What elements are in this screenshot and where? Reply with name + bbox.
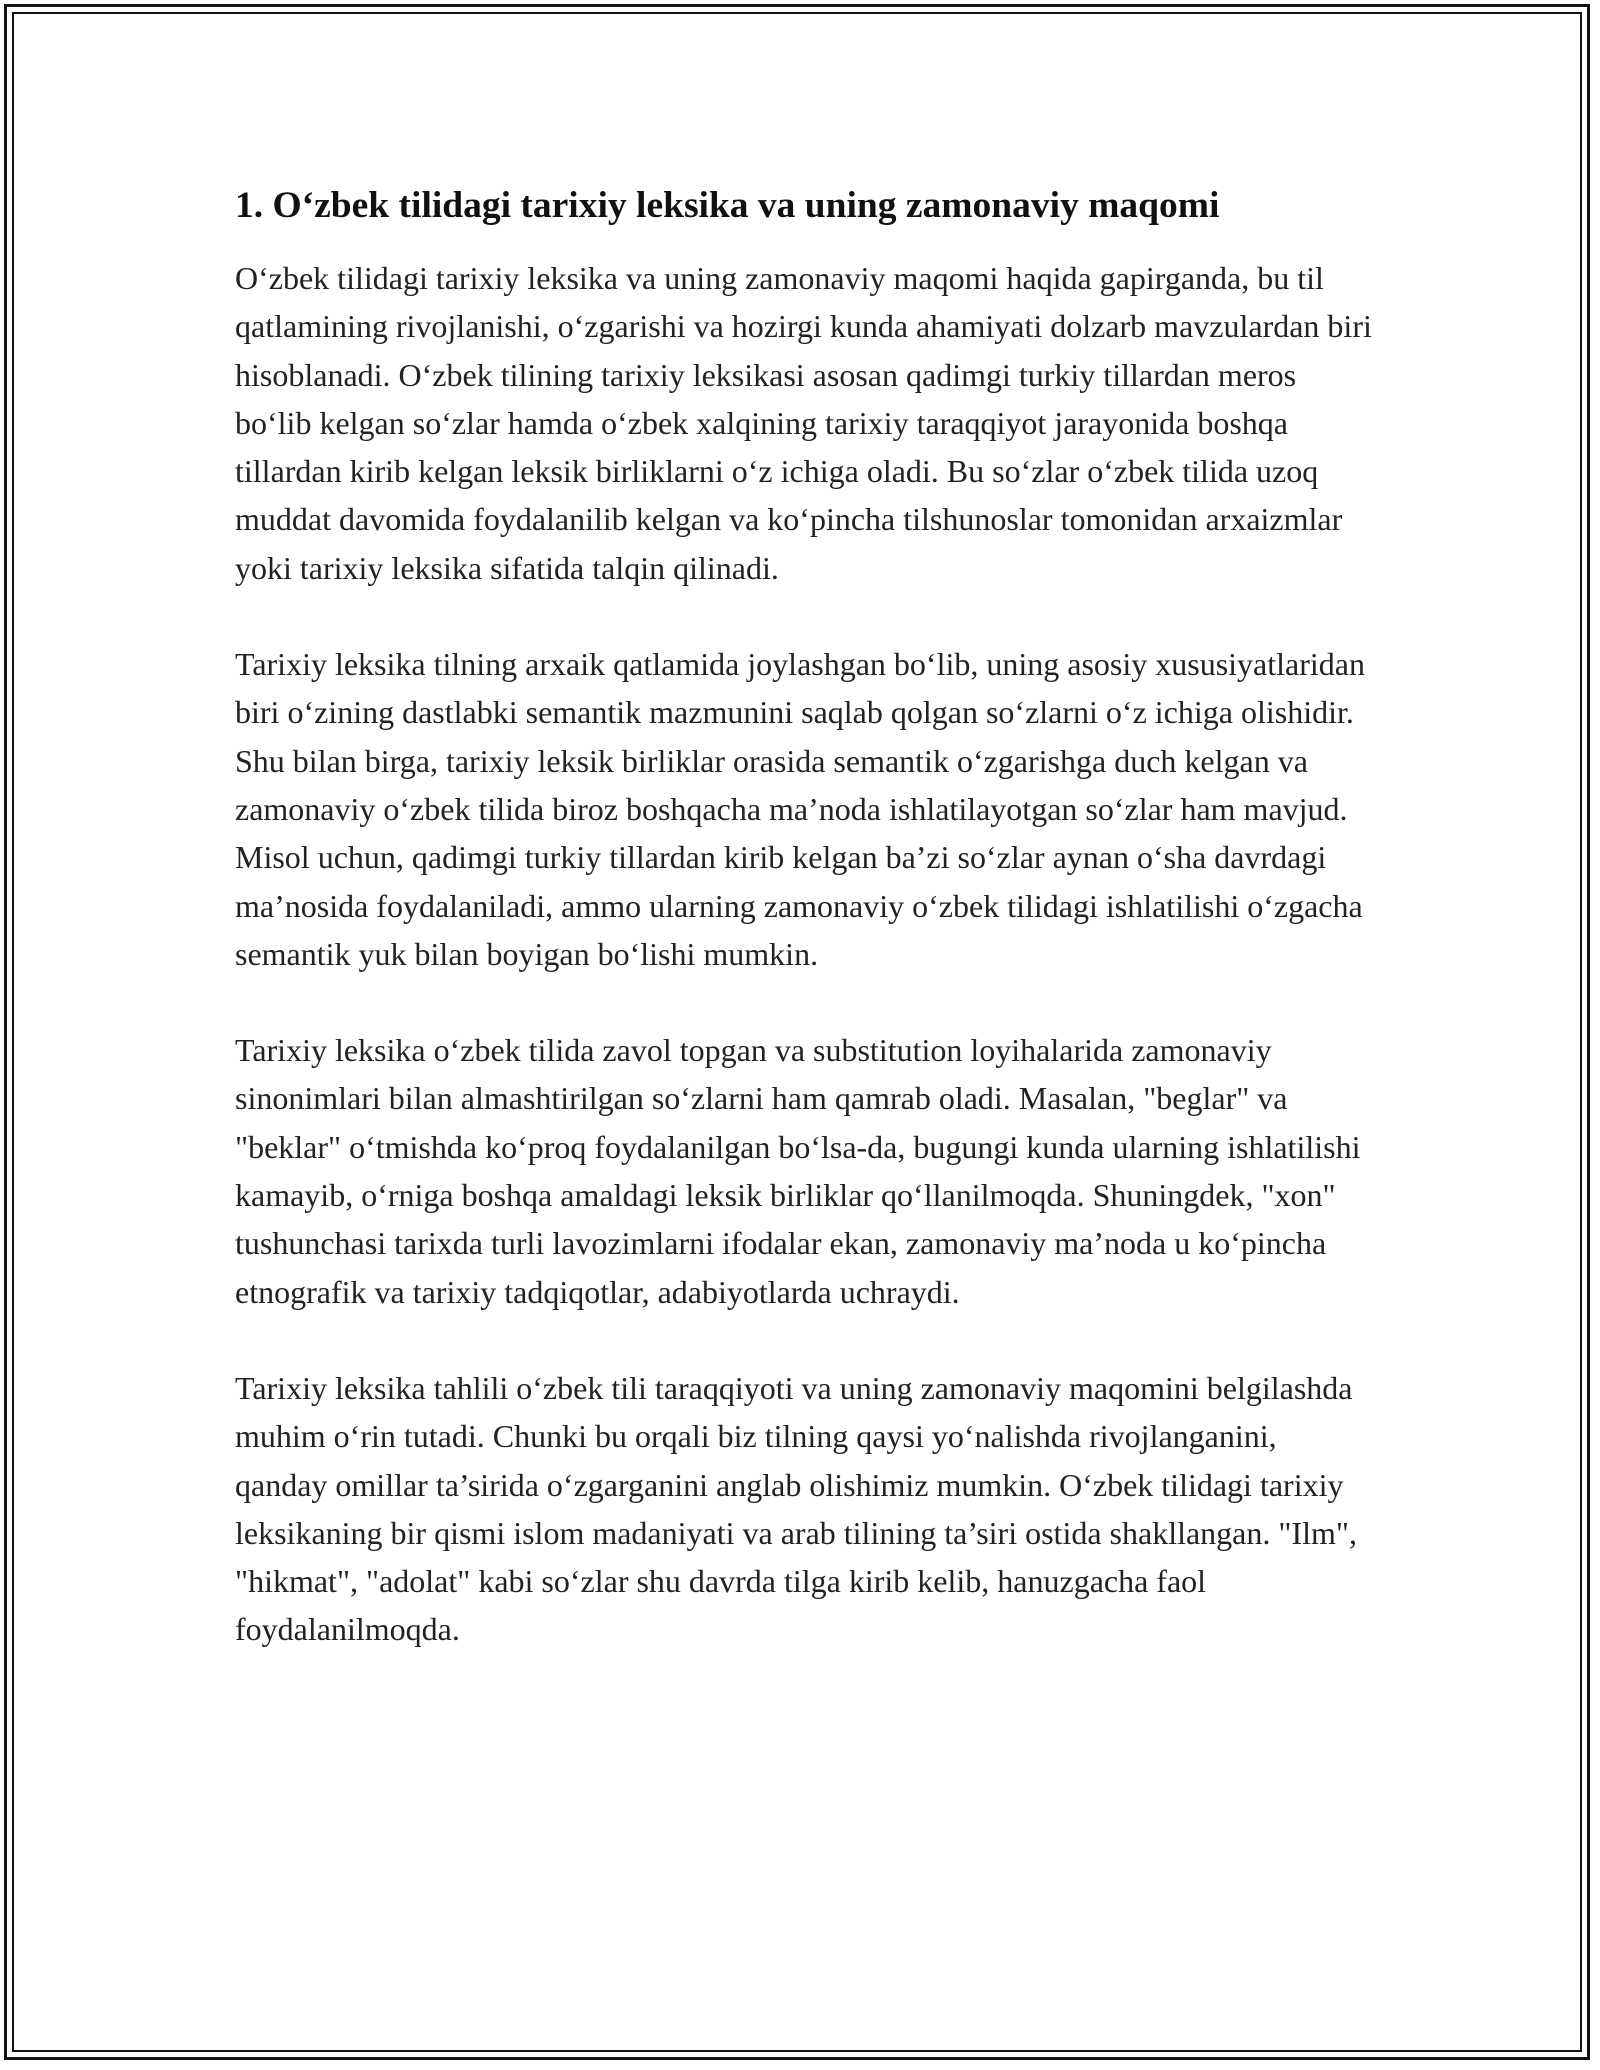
section-heading: 1. O‘zbek tilidagi tarixiy leksika va uning zamonaviy maqomi	[235, 185, 1220, 226]
paragraph-4: Tarixiy leksika tahlili o‘zbek tili taraqqiyoti va uning zamonaviy maqomini belgilashda muhim o‘rin tutadi. Chunki bu orqali biz tilning qaysi yo‘nalishda rivojlanganini, qanday omillar ta’sirida o‘zgarganini anglab olishimiz mumkin. O‘zbek tilidagi tarixiy leksikaning bir qismi islom madaniyati va arab tilining ta’siri ostida shakllangan. "Ilm", "hikmat", "adolat" kabi so‘zlar shu davrda tilga kirib kelib, hanuzgacha faol foydalanilmoqda.	[235, 1369, 1357, 1648]
document-body	[235, 183, 1375, 1654]
paragraph-2: Tarixiy leksika tilning arxaik qatlamida joylashgan bo‘lib, uning asosiy xususiyatlaridan biri o‘zining dastlabki semantik mazmunini saqlab qolgan so‘zlarni o‘z ichiga olishidir. Shu bilan birga, tarixiy leksik birliklar orasida semantik o‘zgarishga duch kelgan va zamonaviy o‘zbek tilida biroz boshqacha ma’noda ishlatilayotgan so‘zlar ham mavjud. Misol uchun, qadimgi turkiy tillardan kirib kelgan ba’zi so‘zlar aynan o‘sha davrdagi ma’nosida foydalaniladi, ammo ularning zamonaviy o‘zbek tilidagi ishlatilishi o‘zgacha semantik yuk bilan boyigan bo‘lishi mumkin.	[235, 646, 1365, 972]
paragraph-3: Tarixiy leksika o‘zbek tilida zavol topgan va substitution loyihalarida zamonaviy sinonimlari bilan almashtirilgan so‘zlarni ham qamrab oladi. Masalan, "beglar" va "beklar" o‘tmishda ko‘proq foydalanilgan bo‘lsa-da, bugungi kunda ularning ishlatilishi kamayib, o‘rniga boshqa amaldagi leksik birliklar qo‘llanilmoqda. Shuningdek, "xon" tushunchasi tarixda turli lavozimlarni ifodalar ekan, zamonaviy ma’noda u ko‘pincha etnografik va tarixiy tadqiqotlar, adabiyotlarda uchraydi.	[235, 1032, 1361, 1310]
paragraph-1: O‘zbek tilidagi tarixiy leksika va uning zamonaviy maqomi haqida gapirganda, bu til qatlamining rivojlanishi, o‘zgarishi va hozirgi kunda ahamiyati dolzarb mavzulardan biri hisoblanadi. O‘zbek tilining tarixiy leksikasi asosan qadimgi turkiy tillardan meros bo‘lib kelgan so‘zlar hamda o‘zbek xalqining tarixiy taraqqiyot jarayonida boshqa tillardan kirib kelgan leksik birliklarni o‘z ichiga oladi. Bu so‘zlar o‘zbek tilida uzoq muddat davomida foydalanilib kelgan va ko‘pincha tilshunoslar tomonidan arxaizmlar yoki tarixiy leksika sifatida talqin qilinadi.	[235, 260, 1372, 586]
